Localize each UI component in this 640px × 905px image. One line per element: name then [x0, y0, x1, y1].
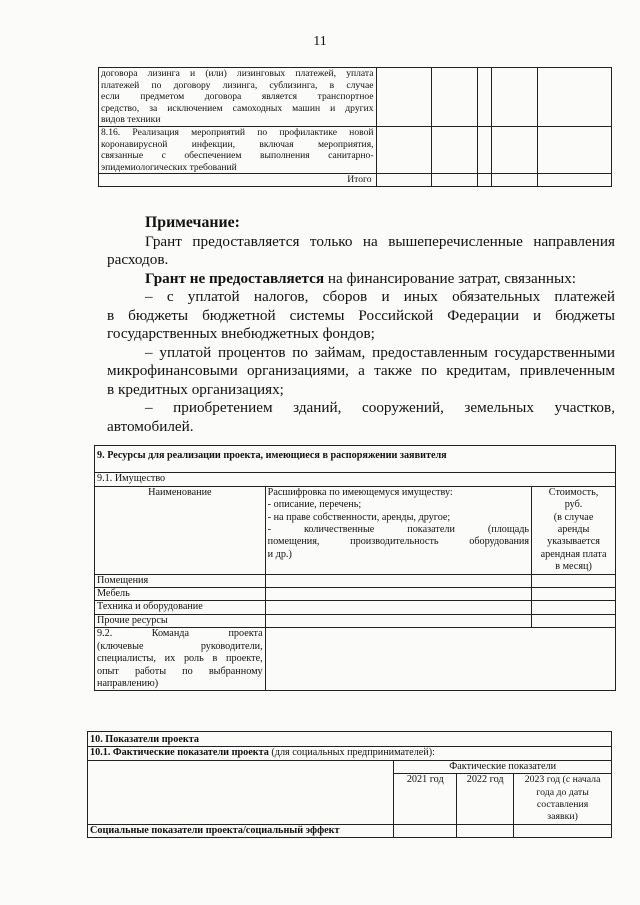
text-line: направлению): [97, 677, 159, 689]
text-span: на финансирование затрат, связанных:: [324, 269, 577, 287]
text-line: заявки): [547, 811, 578, 823]
table-cell[interactable]: [532, 588, 616, 601]
table-row: [88, 747, 612, 760]
table-cell[interactable]: [265, 614, 531, 627]
note-list-item: – приобретением зданий, сооружений, земельных участков,: [145, 399, 615, 416]
table-header-row: [95, 486, 616, 574]
table-row: [88, 732, 612, 747]
resources-table: [94, 445, 616, 691]
text-line: опыт работы по выбранному: [97, 665, 263, 677]
text-line: платежей по договору лизинга, сублизинга, в случае: [101, 79, 374, 91]
text-line: арендная плата: [540, 548, 607, 560]
total-label: Итого: [99, 174, 377, 187]
table-cell[interactable]: [265, 601, 531, 614]
table-cell[interactable]: [478, 68, 492, 127]
row-label-furniture: Мебель: [95, 588, 266, 601]
group-header: Фактические показатели: [394, 760, 612, 773]
note-list-item: – уплатой процентов по займам, предоставленным государственными: [145, 343, 615, 361]
text-line: руб.: [564, 499, 583, 511]
text-line: средство, за исключением самоходных машин и других: [101, 102, 374, 114]
table-cell[interactable]: [538, 126, 612, 173]
col-header-2022: 2022 год: [457, 774, 514, 825]
table-row: [95, 588, 616, 601]
section9-title: 9. Ресурсы для реализации проекта, имеющиеся в распоряжении заявителя: [95, 446, 616, 473]
text-line: коронавирусной инфекции, включая мероприятия,: [101, 138, 374, 150]
col-header-2021: 2021 год: [394, 774, 457, 825]
text-span: (для социальных предпринимателей):: [268, 747, 435, 759]
table-row: [88, 760, 612, 773]
text-line: года до даты: [536, 786, 589, 798]
note-list-item: государственных внебюджетных фондов;: [107, 325, 375, 342]
row-label-social: Социальные показатели проекта/социальный эффект: [88, 824, 394, 837]
text-line: - описание, перечень;: [267, 499, 362, 511]
text-line: (в случае: [553, 511, 594, 523]
team-label: [95, 628, 266, 691]
page-number: 11: [313, 34, 327, 49]
table-cell[interactable]: [432, 174, 478, 187]
table-row: [95, 601, 616, 614]
bold-phrase: 10.1. Фактические показатели проекта: [90, 747, 269, 759]
note-list-item: в кредитных организациях;: [107, 380, 284, 398]
table-cell[interactable]: [265, 574, 531, 587]
row-leasing-cell: [99, 68, 377, 127]
subsection-9-1: 9.1. Имущество: [95, 473, 616, 486]
row-label-equipment: Техника и оборудование: [95, 601, 266, 614]
col-header-name: Наименование: [95, 486, 266, 574]
table-cell[interactable]: [457, 824, 514, 837]
text-line: (ключевые руководители,: [97, 640, 263, 652]
table-cell[interactable]: [478, 126, 492, 173]
table-cell[interactable]: [432, 68, 478, 127]
col-header-description: [265, 486, 531, 574]
text-line: 9.2. Команда проекта: [97, 628, 263, 640]
table-row: [95, 628, 616, 691]
table-cell[interactable]: [376, 174, 432, 187]
table-cell[interactable]: [376, 68, 432, 127]
note-list-item: – с уплатой налогов, сборов и иных обязательных платежей: [145, 288, 615, 305]
table-cell[interactable]: [394, 824, 457, 837]
text-line: - на праве собственности, аренды, другое;: [267, 511, 451, 523]
text-line: составления: [536, 799, 589, 811]
text-line: видов техники: [101, 114, 161, 126]
row-label-other: Прочие ресурсы: [95, 614, 266, 627]
table-cell[interactable]: [492, 126, 538, 173]
table-cell[interactable]: [538, 68, 612, 127]
note-paragraph: [107, 270, 615, 289]
table-row-total: [99, 174, 612, 187]
indicators-table: [87, 731, 612, 838]
note-block: [107, 214, 615, 436]
text-line: договора лизинга и (или) лизинговых платежей, уплата: [101, 68, 374, 79]
table-cell[interactable]: [265, 588, 531, 601]
table-row: [95, 614, 616, 627]
col-header-2023: [514, 774, 612, 825]
table-cell[interactable]: [538, 174, 612, 187]
table-row: [95, 574, 616, 587]
text-line: связанные с обеспечением выполнения санитарно-: [101, 150, 374, 162]
table-cell[interactable]: [492, 68, 538, 127]
row-8-16-cell: [99, 126, 377, 173]
table-cell[interactable]: [478, 174, 492, 187]
text-line: эпидемиологических требований: [101, 161, 237, 173]
table-row: [88, 824, 612, 837]
table-cell[interactable]: [492, 174, 538, 187]
table-cell[interactable]: [532, 601, 616, 614]
text-line: 8.16. Реализация мероприятий по профилактике новой: [101, 126, 374, 138]
table-cell[interactable]: [514, 824, 612, 837]
table-row: [99, 126, 612, 173]
expense-table-fragment: [98, 67, 612, 187]
col-header-cost: [532, 486, 616, 574]
section10-title: 10. Показатели проекта: [88, 732, 612, 747]
table-cell[interactable]: [532, 574, 616, 587]
text-line: - количественные показатели (площадь: [267, 524, 530, 536]
text-line: аренды: [557, 524, 590, 536]
team-cell[interactable]: [265, 628, 615, 691]
note-paragraph: расходов.: [107, 251, 169, 268]
table-row: [99, 68, 612, 127]
note-heading: Примечание:: [145, 214, 240, 231]
text-line: специалисты, их роль в проекте,: [97, 653, 263, 665]
text-line: Стоимость,: [548, 486, 599, 498]
text-line: 2023 год (с начала: [524, 774, 601, 786]
text-line: помещения, производительность оборудования: [267, 536, 530, 548]
note-list-item: микрофинансовыми организациями, а также по кредитам, привлеченным: [107, 362, 615, 379]
note-list-item: в бюджеты бюджетной системы Российской Федерации и бюджеты: [107, 306, 615, 324]
text-line: если предметом договора является транспортное: [101, 91, 374, 103]
table-cell[interactable]: [376, 126, 432, 173]
text-line: указывается: [547, 536, 600, 548]
bold-phrase: Грант не предоставляется: [145, 269, 325, 287]
text-line: в месяц): [555, 561, 592, 573]
text-line: и др.): [267, 548, 292, 560]
table-cell[interactable]: [532, 614, 616, 627]
table-row: [95, 473, 616, 486]
row-label-premises: Помещения: [95, 574, 266, 587]
note-paragraph: Грант предоставляется только на вышеперечисленные направления: [145, 232, 615, 250]
table-cell[interactable]: [432, 126, 478, 173]
subsection-10-1: [88, 747, 612, 760]
table-row: [95, 446, 616, 473]
note-list-item: автомобилей.: [107, 417, 194, 435]
table-cell: [88, 760, 394, 824]
text-line: Расшифровка по имеющемуся имуществу:: [267, 486, 453, 498]
